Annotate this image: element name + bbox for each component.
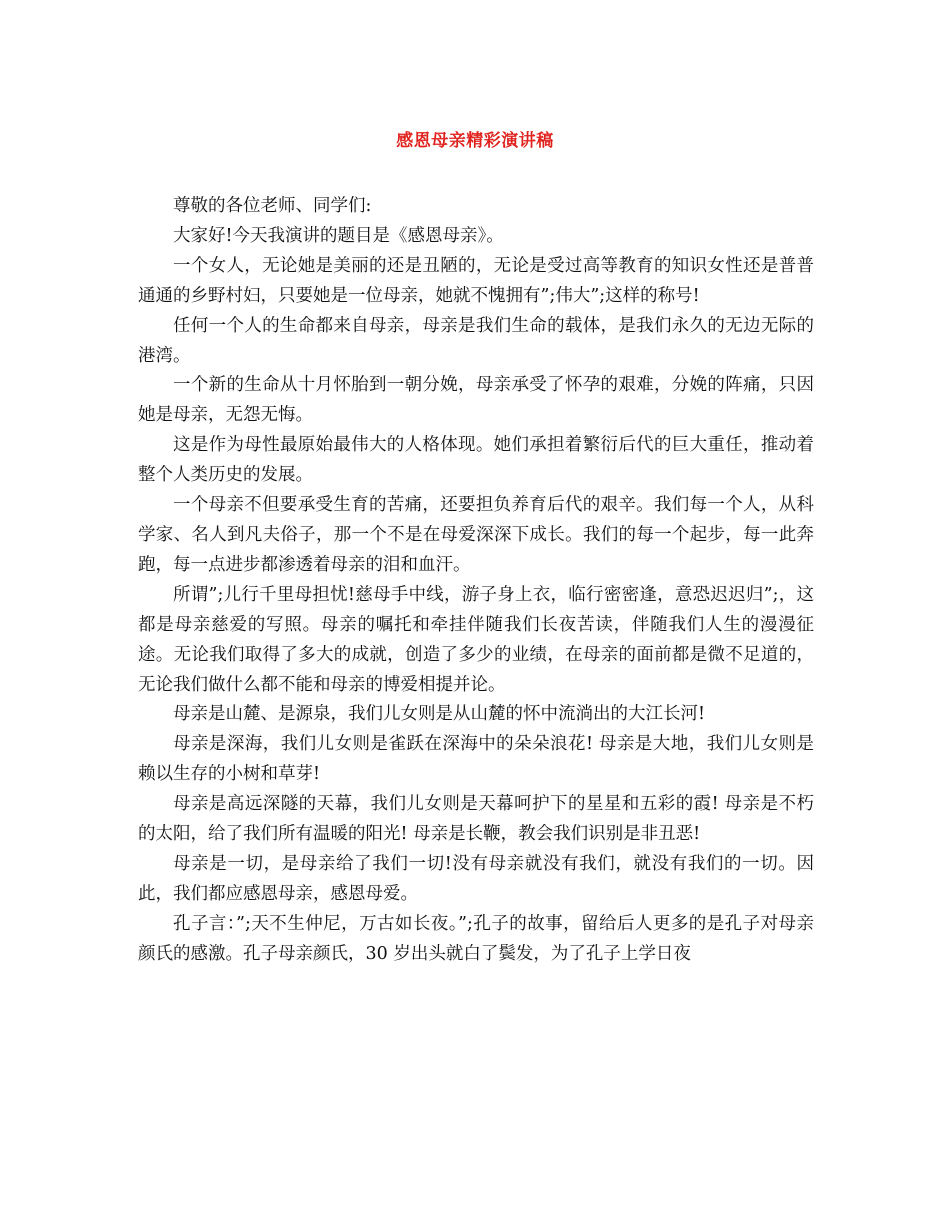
paragraph: 母亲是高远深隧的天幕，我们儿女则是天幕呵护下的星星和五彩的霞! 母亲是不朽的太阳，给了我们所有温暖的阳光! 母亲是长鞭，教会我们识别是非丑恶! — [138, 794, 814, 845]
paragraph: 母亲是山麓、是源泉，我们儿女则是从山麓的怀中流淌出的大江长河! — [173, 704, 706, 725]
paragraph: 任何一个人的生命都来自母亲，母亲是我们生命的载体，是我们永久的无边无际的港湾。 — [138, 315, 814, 366]
paragraph: 这是作为母性最原始最伟大的人格体现。她们承担着繁衍后代的巨大重任，推动着整个人类历史的发展。 — [138, 435, 814, 486]
paragraph: 母亲是深海，我们儿女则是雀跃在深海中的朵朵浪花! 母亲是大地，我们儿女则是赖以生存的小树和草芽! — [138, 734, 814, 785]
paragraph: 母亲是一切，是母亲给了我们一切!没有母亲就没有我们，就没有我们的一切。因此，我们都应感恩母亲，感恩母爱。 — [138, 853, 814, 904]
document-body — [138, 192, 814, 970]
paragraph: 孔子言：”;天不生仲尼，万古如长夜。”;孔子的故事，留给后人更多的是孔子对母亲颜氏的感激。孔子母亲颜氏，30 岁出头就白了鬓发，为了孔子上学日夜 — [138, 913, 814, 964]
paragraph: 所谓”;儿行千里母担忧!慈母手中线，游子身上衣，临行密密逢，意恐迟迟归”;，这都是母亲慈爱的写照。母亲的嘱托和牵挂伴随我们长夜苦读，伴随我们人生的漫漫征途。无论我们取得了多大的成就，创造了多少的业绩，在母亲的面前都是微不足道的，无论我们做什么都不能和母亲的博爱相提并论。 — [138, 584, 814, 695]
paragraph: 一个母亲不但要承受生育的苦痛，还要担负养育后代的艰辛。我们每一个人，从科学家、名人到凡夫俗子，那一个不是在母爱深深下成长。我们的每一个起步，每一此奔跑，每一点进步都渗透着母亲的泪和血汗。 — [138, 495, 814, 575]
document-title: 感恩母亲精彩演讲稿 — [396, 131, 554, 151]
paragraph: 一个女人，无论她是美丽的还是丑陋的，无论是受过高等教育的知识女性还是普普通通的乡野村妇，只要她是一位母亲，她就不愧拥有”;伟大”;这样的称号! — [138, 255, 814, 306]
paragraph-greeting: 大家好!今天我演讲的题目是《感恩母亲》。 — [173, 225, 504, 246]
paragraph-salutation: 尊敬的各位老师、同学们: — [173, 196, 372, 216]
paragraph: 一个新的生命从十月怀胎到一朝分娩，母亲承受了怀孕的艰难，分娩的阵痛，只因她是母亲，无怨无悔。 — [138, 375, 814, 426]
